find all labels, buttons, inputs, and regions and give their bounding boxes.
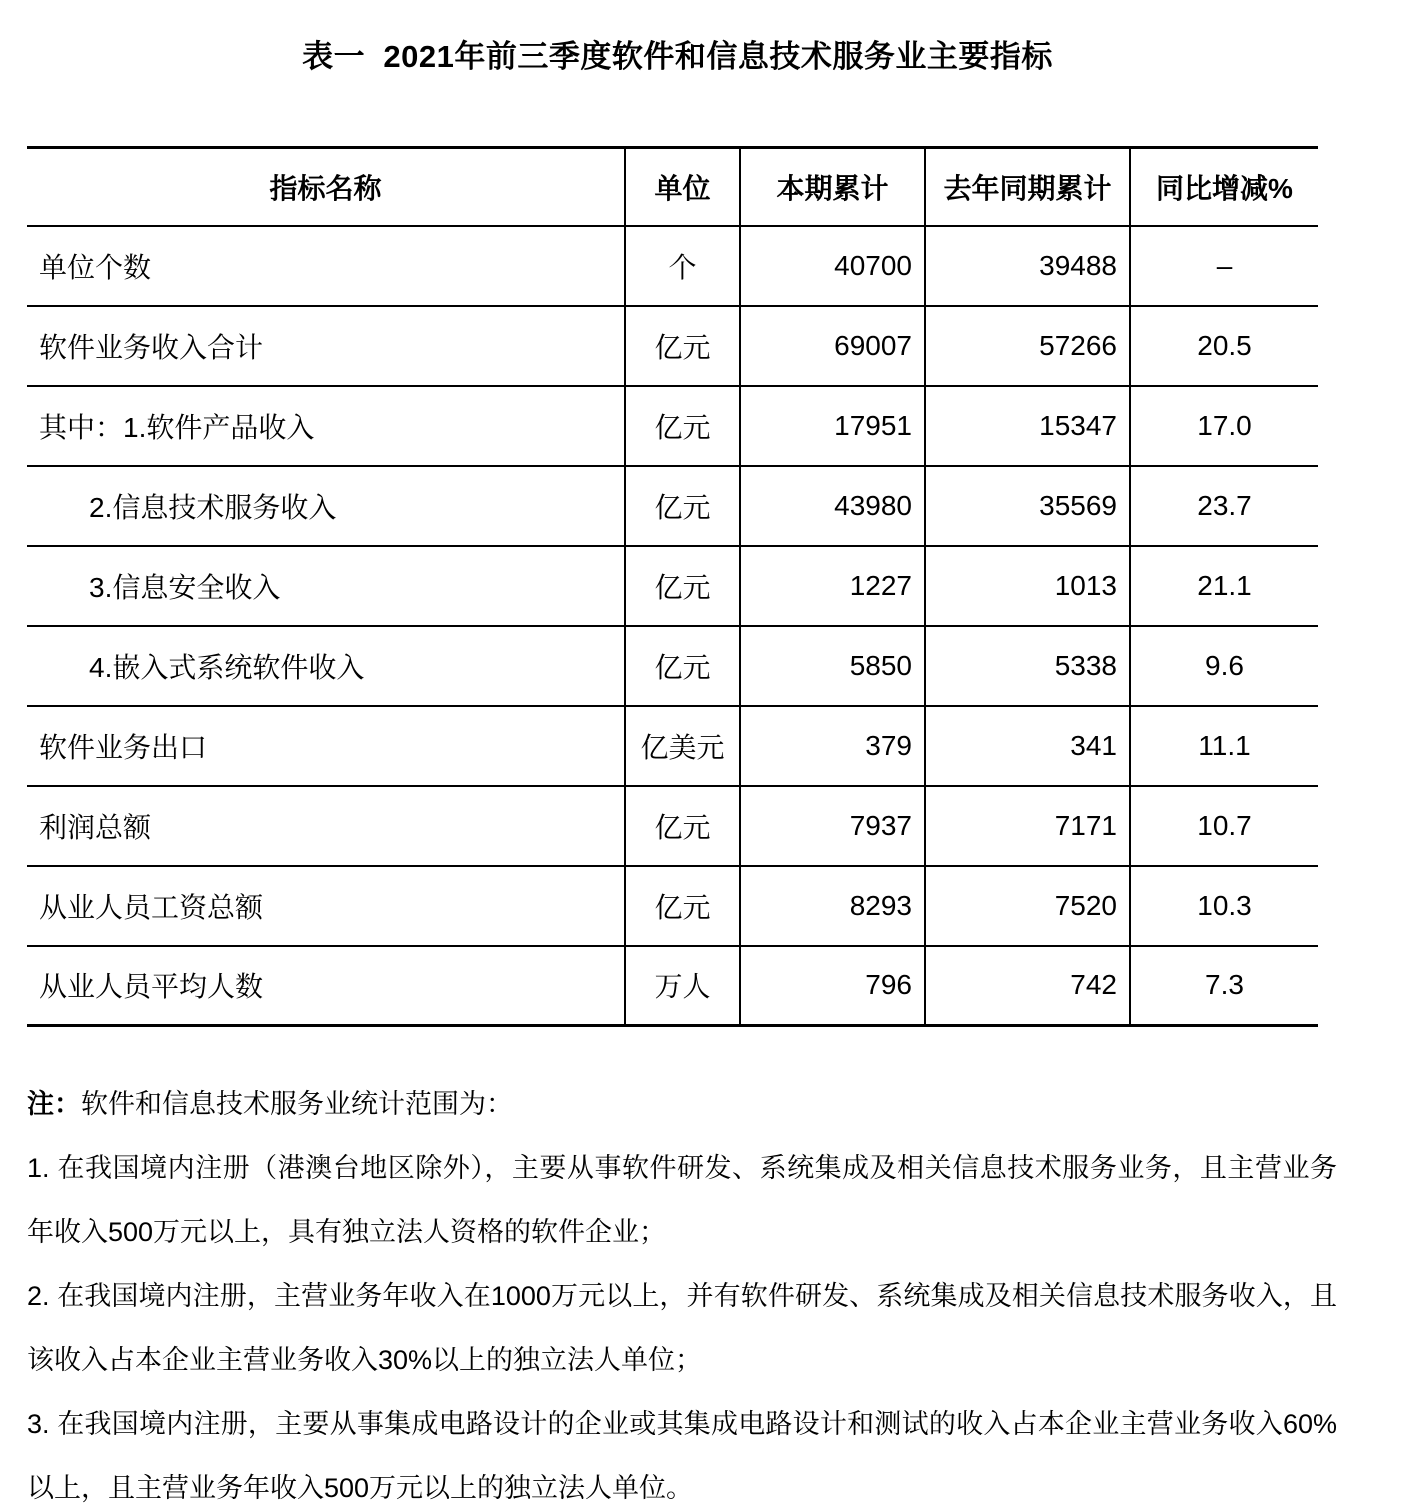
cell-indicator-name: 从业人员工资总额 bbox=[27, 866, 625, 946]
statistics-table bbox=[27, 146, 1318, 1027]
table-header bbox=[27, 148, 1318, 226]
cell-yoy-change: 11.1 bbox=[1130, 706, 1318, 786]
cell-indicator-name: 从业人员平均人数 bbox=[27, 946, 625, 1026]
cell-previous-cumulative: 5338 bbox=[925, 626, 1130, 706]
cell-previous-cumulative: 742 bbox=[925, 946, 1130, 1026]
cell-current-cumulative: 69007 bbox=[740, 306, 925, 386]
notes-section bbox=[27, 1072, 1337, 1512]
table-row bbox=[27, 946, 1318, 1026]
statistics-table-container bbox=[27, 146, 1318, 1027]
table-row bbox=[27, 386, 1318, 466]
cell-indicator-name: 4.嵌入式系统软件收入 bbox=[27, 626, 625, 706]
cell-current-cumulative: 43980 bbox=[740, 466, 925, 546]
cell-previous-cumulative: 7520 bbox=[925, 866, 1130, 946]
cell-yoy-change: 7.3 bbox=[1130, 946, 1318, 1026]
note-item: 2. 在我国境内注册，主营业务年收入在1000万元以上，并有软件研发、系统集成及相关信息技术服务收入，且该收入占本企业主营业务收入30%以上的独立法人单位； bbox=[27, 1281, 1337, 1375]
cell-unit: 亿元 bbox=[625, 466, 740, 546]
cell-yoy-change: 23.7 bbox=[1130, 466, 1318, 546]
cell-previous-cumulative: 35569 bbox=[925, 466, 1130, 546]
column-header-indicator-name: 指标名称 bbox=[27, 148, 625, 226]
cell-unit: 个 bbox=[625, 226, 740, 306]
cell-previous-cumulative: 15347 bbox=[925, 386, 1130, 466]
cell-previous-cumulative: 341 bbox=[925, 706, 1130, 786]
cell-yoy-change: 10.7 bbox=[1130, 786, 1318, 866]
column-header-yoy-change: 同比增减% bbox=[1130, 148, 1318, 226]
cell-unit: 亿元 bbox=[625, 626, 740, 706]
table-row bbox=[27, 626, 1318, 706]
cell-yoy-change: 10.3 bbox=[1130, 866, 1318, 946]
cell-indicator-name: 利润总额 bbox=[27, 786, 625, 866]
cell-previous-cumulative: 7171 bbox=[925, 786, 1130, 866]
cell-unit: 亿元 bbox=[625, 866, 740, 946]
cell-current-cumulative: 40700 bbox=[740, 226, 925, 306]
cell-indicator-name: 单位个数 bbox=[27, 226, 625, 306]
cell-unit: 亿美元 bbox=[625, 706, 740, 786]
column-header-unit: 单位 bbox=[625, 148, 740, 226]
cell-yoy-change: 17.0 bbox=[1130, 386, 1318, 466]
cell-indicator-name: 其中：1.软件产品收入 bbox=[27, 386, 625, 466]
cell-indicator-name: 3.信息安全收入 bbox=[27, 546, 625, 626]
note-item: 3. 在我国境内注册，主要从事集成电路设计的企业或其集成电路设计和测试的收入占本企业主营业务收入60%以上，且主营业务年收入500万元以上的独立法人单位。 bbox=[27, 1409, 1337, 1503]
table-row bbox=[27, 786, 1318, 866]
cell-current-cumulative: 796 bbox=[740, 946, 925, 1026]
note-item: 1. 在我国境内注册（港澳台地区除外），主要从事软件研发、系统集成及相关信息技术服务业务，且主营业务年收入500万元以上，具有独立法人资格的软件企业； bbox=[27, 1153, 1337, 1247]
cell-indicator-name: 软件业务出口 bbox=[27, 706, 625, 786]
cell-current-cumulative: 379 bbox=[740, 706, 925, 786]
table-row bbox=[27, 546, 1318, 626]
page-title: 表一 2021年前三季度软件和信息技术服务业主要指标 bbox=[302, 39, 1053, 74]
table-header-row bbox=[27, 148, 1318, 226]
cell-current-cumulative: 5850 bbox=[740, 626, 925, 706]
cell-unit: 亿元 bbox=[625, 306, 740, 386]
cell-unit: 亿元 bbox=[625, 786, 740, 866]
cell-previous-cumulative: 1013 bbox=[925, 546, 1130, 626]
notes-lead-line bbox=[27, 1072, 1337, 1136]
table-row bbox=[27, 226, 1318, 306]
column-header-current-cumulative: 本期累计 bbox=[740, 148, 925, 226]
cell-unit: 亿元 bbox=[625, 546, 740, 626]
cell-unit: 万人 bbox=[625, 946, 740, 1026]
table-row bbox=[27, 866, 1318, 946]
cell-previous-cumulative: 57266 bbox=[925, 306, 1130, 386]
table-body bbox=[27, 226, 1318, 1026]
cell-indicator-name: 2.信息技术服务收入 bbox=[27, 466, 625, 546]
cell-current-cumulative: 7937 bbox=[740, 786, 925, 866]
column-header-previous-cumulative: 去年同期累计 bbox=[925, 148, 1130, 226]
table-row bbox=[27, 306, 1318, 386]
cell-unit: 亿元 bbox=[625, 386, 740, 466]
cell-yoy-change: 9.6 bbox=[1130, 626, 1318, 706]
cell-yoy-change: – bbox=[1130, 226, 1318, 306]
cell-current-cumulative: 8293 bbox=[740, 866, 925, 946]
cell-previous-cumulative: 39488 bbox=[925, 226, 1130, 306]
table-row bbox=[27, 466, 1318, 546]
notes-lead-text: 软件和信息技术服务业统计范围为： bbox=[81, 1089, 513, 1119]
cell-yoy-change: 21.1 bbox=[1130, 546, 1318, 626]
notes-lead-label: 注： bbox=[27, 1089, 81, 1119]
cell-indicator-name: 软件业务收入合计 bbox=[27, 306, 625, 386]
cell-current-cumulative: 1227 bbox=[740, 546, 925, 626]
table-row bbox=[27, 706, 1318, 786]
cell-yoy-change: 20.5 bbox=[1130, 306, 1318, 386]
cell-current-cumulative: 17951 bbox=[740, 386, 925, 466]
